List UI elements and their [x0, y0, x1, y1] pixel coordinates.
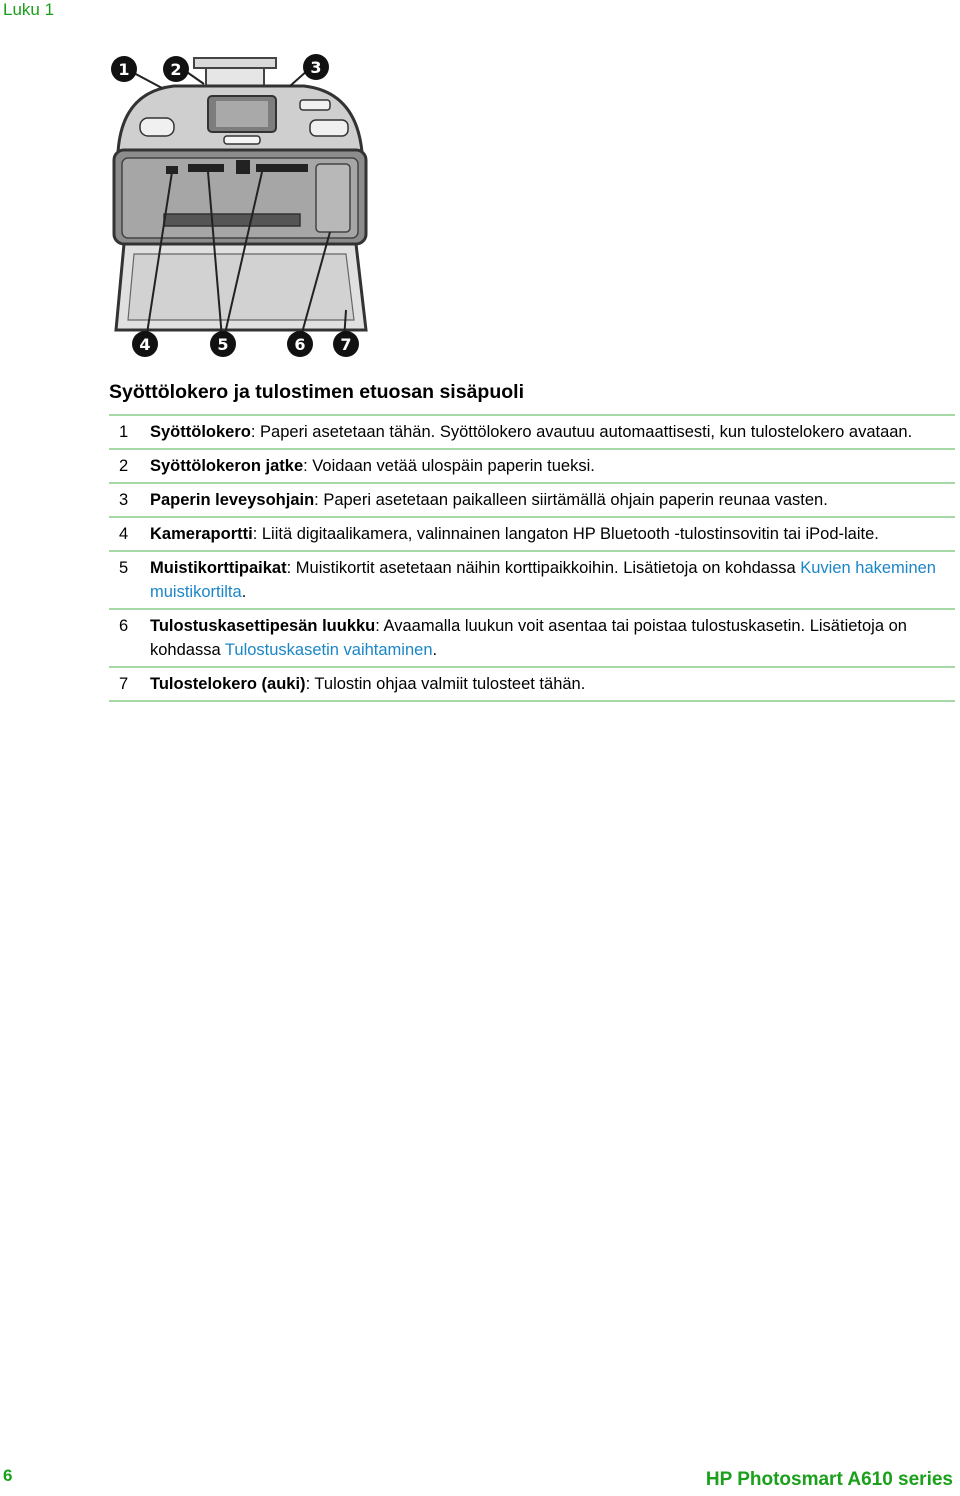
- page-number: 6: [3, 1466, 13, 1485]
- legend-row: [109, 610, 955, 668]
- legend-description: : Tulostin ohjaa valmiit tulosteet tähän.: [305, 675, 586, 693]
- callout-5: [210, 331, 236, 357]
- callout-7: [333, 331, 359, 357]
- legend-number: 4: [119, 525, 129, 543]
- callout-6: [287, 331, 313, 357]
- legend-description: : Paperi asetetaan tähän. Syöttölokero avautuu automaattisesti, kun tulostelokero avataan.: [250, 423, 913, 441]
- legend-term: Paperin leveysohjain: [150, 491, 315, 509]
- callout-1: [111, 56, 137, 82]
- legend-number: 2: [119, 457, 129, 475]
- legend-row: [109, 450, 955, 484]
- legend-text: [150, 420, 955, 444]
- legend-description: : Voidaan vetää ulospäin paperin tueksi.: [303, 457, 595, 475]
- svg-text:4: 4: [139, 335, 151, 354]
- legend-description: : Liitä digitaalikamera, valinnainen langaton HP Bluetooth -tulostinsovitin tai iPod-laite.: [252, 525, 879, 543]
- product-name: HP Photosmart A610 series: [705, 1469, 953, 1490]
- legend-description: : Muistikortit asetetaan näihin korttipaikkoihin. Lisätietoja on kohdassa: [286, 559, 801, 577]
- svg-text:6: 6: [294, 335, 306, 354]
- legend-text: [150, 614, 955, 662]
- legend-term: Tulostelokero (auki): [150, 675, 306, 693]
- callout-4: [132, 331, 158, 357]
- legend-text: [150, 488, 955, 512]
- section-title: Syöttölokero ja tulostimen etuosan sisäpuoli: [109, 381, 524, 403]
- svg-text:5: 5: [217, 335, 229, 354]
- legend-description: : Avaamalla luukun voit asentaa tai poistaa tulostuskasetin. Lisätietoja on kohdassa: [150, 617, 907, 659]
- legend-period: .: [432, 641, 438, 659]
- legend-term: Syöttölokero: [150, 423, 251, 441]
- legend-number: 3: [119, 491, 129, 509]
- legend-text: [150, 522, 955, 546]
- svg-text:3: 3: [310, 58, 322, 77]
- printer-figure: [104, 48, 374, 364]
- legend-description: : Paperi asetetaan paikalleen siirtämällä ohjain paperin reunaa vasten.: [314, 491, 828, 509]
- legend-row: [109, 416, 955, 450]
- legend-number: 7: [119, 675, 129, 693]
- legend-row: [109, 484, 955, 518]
- legend-row: [109, 668, 955, 702]
- link-kuvien-hakeminen[interactable]: Kuvien hakeminen muistikortilta: [150, 559, 936, 601]
- legend-term: Syöttölokeron jatke: [150, 457, 304, 475]
- legend-table: [109, 414, 955, 702]
- legend-period: .: [241, 583, 247, 601]
- legend-text: [150, 672, 955, 696]
- svg-text:1: 1: [118, 60, 130, 79]
- svg-text:2: 2: [170, 60, 182, 79]
- legend-term: Muistikorttipaikat: [150, 559, 287, 577]
- legend-number: 6: [119, 617, 129, 635]
- legend-text: [150, 556, 955, 604]
- legend-number: 1: [119, 423, 129, 441]
- legend-term: Kameraportti: [150, 525, 253, 543]
- legend-row: [109, 552, 955, 610]
- legend-text: [150, 454, 955, 478]
- callout-2: [163, 56, 189, 82]
- link-tulostuskasetin-vaihtaminen[interactable]: Tulostuskasetin vaihtaminen: [224, 641, 433, 659]
- legend-term: Tulostuskasettipesän luukku: [150, 617, 376, 635]
- svg-text:7: 7: [340, 335, 352, 354]
- legend-row: [109, 518, 955, 552]
- callout-3: [303, 54, 329, 80]
- chapter-header: Luku 1: [3, 0, 55, 19]
- legend-number: 5: [119, 559, 129, 577]
